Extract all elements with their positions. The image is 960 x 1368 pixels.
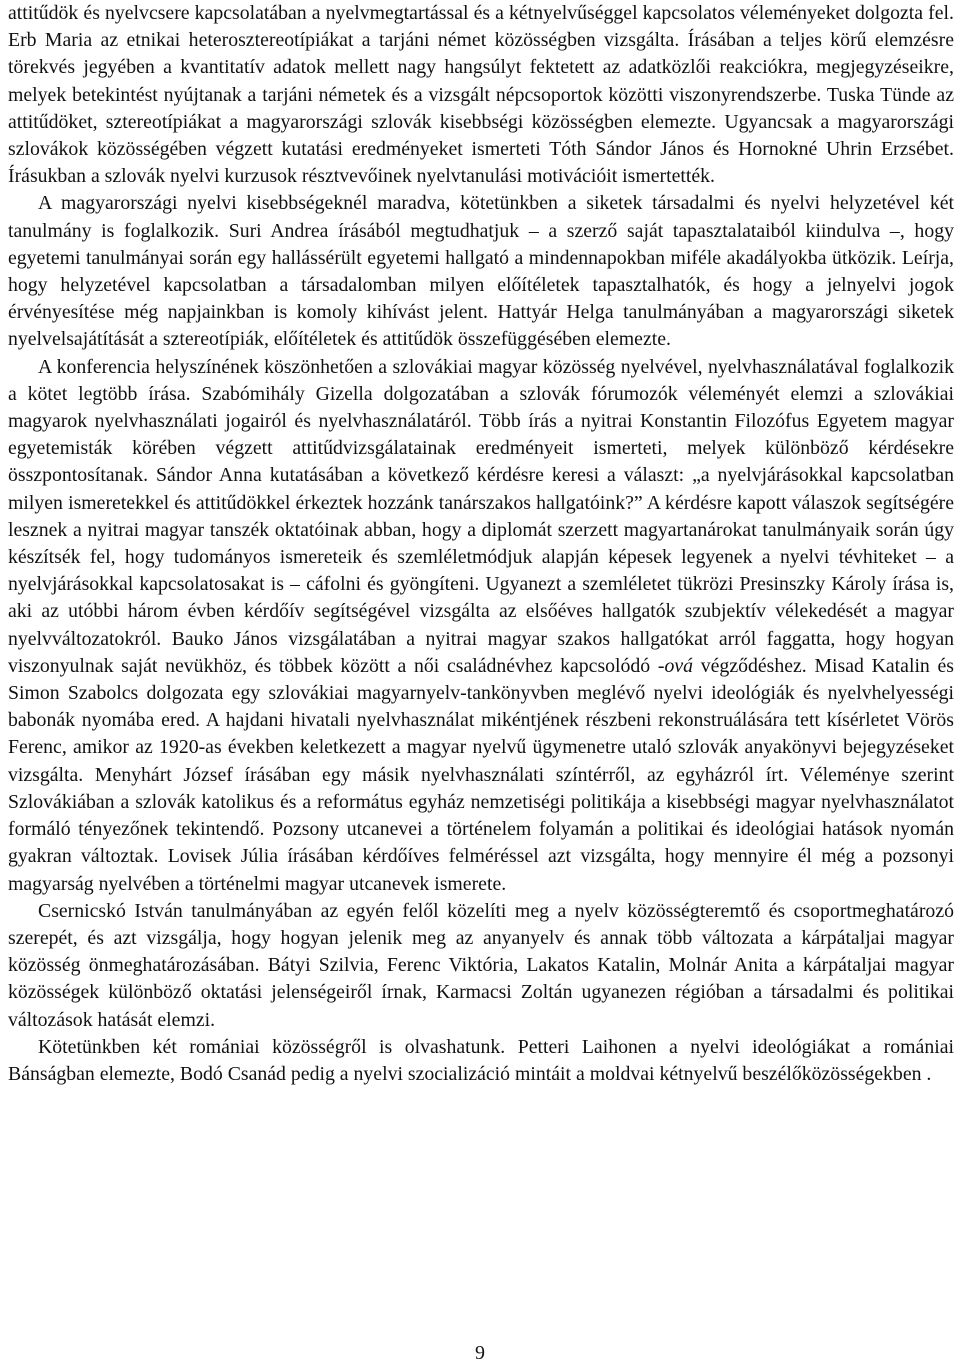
paragraph-romania (8, 1034, 954, 1088)
document-page (8, 0, 954, 1088)
text-run: attitűdök és nyelvcsere kapcsolatában a nyelvmegtartással és a kétnyelvűséggel kapcsolatos véleményeket dolgozta fel. Erb Maria az etnikai heterosztereotípiákat a tarjáni német közösségben vizsgálta. Írásában a teljes körű elemzésre törekvés jegyében a kvantitatív adatok mellett nagy hangsúlyt fektetett az adatközlői reakciókra, megjegyzéseikre, melyek betekintést nyújtanak a tarjáni németek és a vizsgált népcsoportok közötti viszonyrendszerbe. Tuska Tünde az attitűdöket, sztereotípiákat a magyarországi szlovák kisebbségi közösségben elemezte. Ugyancsak a magyarországi szlovákok közösségében végzett kutatási eredményeket ismerteti Tóth Sándor János és Hornokné Uhrin Erzsébet. Írásukban a szlovák nyelvi kurzusok résztvevőinek nyelvtanulási motivációit ismertették. (8, 2, 954, 188)
italic-suffix: -ová (657, 654, 694, 677)
text-run: Kötetünkben két romániai közösségről is olvashatunk. Petteri Laihonen a nyelvi ideológiákat a romániai Bánságban elemezte, Bodó Csanád pedig a nyelvi szocializáció mintáit a moldvai kétnyelvű beszélőközösségekben . (8, 1035, 954, 1085)
text-run: A konferencia helyszínének köszönhetően a szlovákiai magyar közösség nyelvével, nyelvhasználatával foglalkozik a kötet legtöbb írása. Szabómihály Gizella dolgozatában a szlovák fórumozók véleményét elemzi a szlovákiai magyarok nyelvhasználati jogairól és nyelvhasználatáról. Több írás a nyitrai Konstantin Filozófus Egyetem magyar egyetemisták körében végzett attitűdvizsgálatainak eredményeit ismerteti, melyek különböző kérdésekre összpontosítanak. Sándor Anna kutatásában a következő kérdésre keresi a választ: „a nyelvjárásokkal kapcsolatban milyen ismeretekkel és attitűdökkel érkeztek hozzánk tanárszakos hallgatóink?” A kérdésre kapott válaszok segítségére lesznek a nyitrai magyar tanszék oktatóinak abban, hogy a diplomát szerzett magyartanárokat tanulmányaik során úgy készítsék fel, hogy tudományos ismereteik és szemléletmódjuk alapján képesek legyenek a nyelvi tévhiteket – a nyelvjárásokkal kapcsolatosakat is – cáfolni és gyöngíteni. Ugyanezt a szemléletet tükrözi Presinszky Károly írása is, aki az utóbbi három évben kérdőív segítségével vizsgálta az elsőéves hallgatók szubjektív vélekedését a magyar nyelvváltozatokról. Bauko János vizsgálatában a nyitrai magyar szakos hallgatókat arról faggatta, hogy hogyan viszonyulnak saját nevükhöz, és többek között a női családnévhez kapcsolódó (8, 355, 954, 677)
text-run: A magyarországi nyelvi kisebbségeknél maradva, kötetünkben a siketek társadalmi és nyelvi helyzetével két tanulmány is foglalkozik. Suri Andrea írásából megtudhatjuk – a szerző saját tapasztalataiból kiindulva –, hogy egyetemi tanulmányai során egy hallássérült egyetemi hallgató a mindennapokban miféle akadályokba ütközik. Leírja, hogy helyzetével kapcsolatban a társadalomban milyen előítéletek tapasztalhatók, és hogy a jelnyelvi jogok érvényesítése még napjainkban is komoly kihívást jelent. Hattyár Helga tanulmányában a magyarországi siketek nyelvelsajátítását a sztereotípiák, előítéletek és attitűdök összefüggésében elemezte. (8, 192, 954, 351)
paragraph-transcarpathia (8, 898, 954, 1034)
text-run: Csernicskó István tanulmányában az egyén felől közelíti meg a nyelv közösségteremtő és csoportmeghatározó szerepét, és azt vizsgálja, hogy hogyan jelenik meg az anyanyelv és annak több változata a kárpátaljai magyar közösség önmeghatározásában. Bátyi Szilvia, Ferenc Viktória, Lakatos Katalin, Molnár Anita a kárpátaljai magyar közösségek különböző oktatási jelenségeiről írnak, Karmacsi Zoltán ugyanezen régióban a társadalmi és politikai változások hatását elemzi. (8, 899, 954, 1031)
paragraph-slovakia-hungarians (8, 354, 954, 898)
text-run: végződéshez. Misad Katalin és Simon Szabolcs dolgozata egy szlovákiai magyarnyelv-tankönyvben meglévő nyelvi ideológiák és nyelvhelyességi babonák nyomába ered. A hajdani hivatali nyelvhasználat mikéntjének részbeni rekonstruálására tett kísérletet Vörös Ferenc, amikor az 1920-as években keletkezett a magyar nyelvű ügymenetre utaló szlovák anyakönyvi bejegyzéseket vizsgálta. Menyhárt József írásában egy másik nyelvhasználati színtérről, az egyházról írt. Véleménye szerint Szlovákiában a szlovák katolikus és a református egyház nemzetiségi politikája a kisebbségi magyar nyelvhasználatot formáló tényezőnek tekintendő. Pozsony utcanevei a történelem folyamán a politikai és ideológiai hatások nyomán gyakran változtak. Lovisek Júlia írásában kérdőíves felméréssel azt vizsgálta, hogy mennyire él még a pozsonyi magyarság nyelvében a történelmi magyar utcanevek ismerete. (8, 654, 954, 895)
paragraph-deaf-minority (8, 190, 954, 353)
paragraph-attitudes-intro (8, 0, 954, 190)
page-number: 9 (475, 1342, 485, 1364)
